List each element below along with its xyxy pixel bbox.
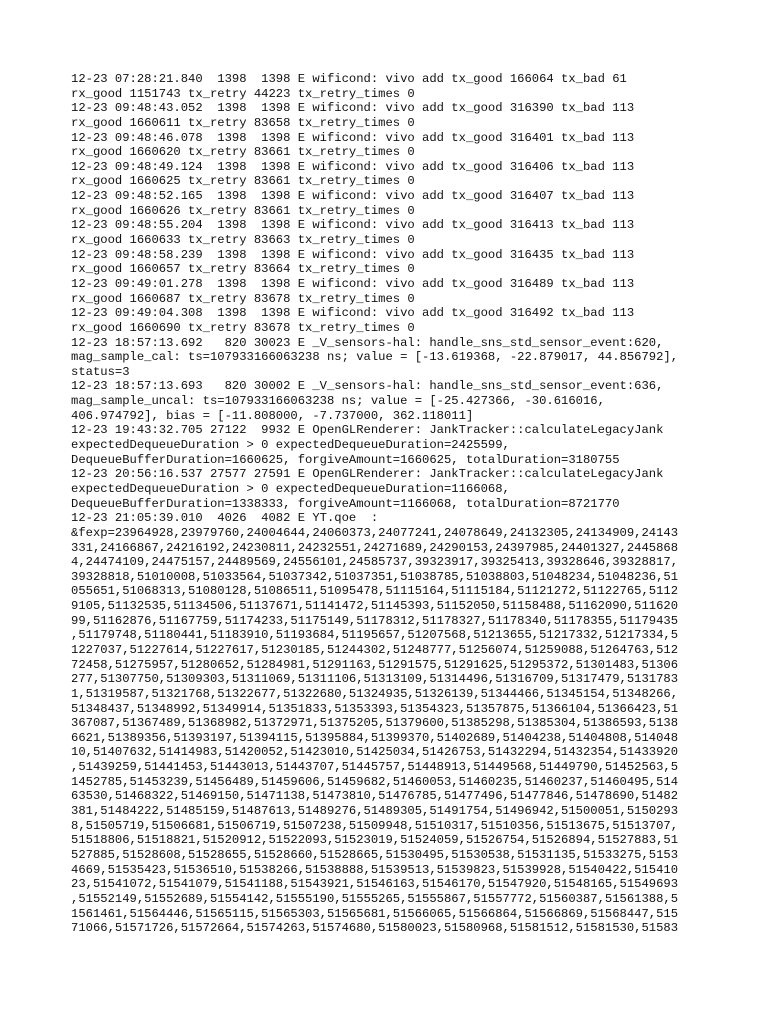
log-line: expectedDequeueDuration > 0 expectedDequeueDuration=2425599,	[71, 438, 510, 453]
log-line: 12-23 21:05:39.010 4026 4082 E YT.qoe :	[71, 511, 379, 526]
log-line: 277,51307750,51309303,51311069,51311106,51313109,51314496,51316709,51317479,5131783	[71, 672, 679, 687]
log-line: ,51552149,51552689,51554142,51555190,51555265,51555867,51557772,51560387,51561388,5	[71, 891, 679, 906]
log-line: 39328818,51010008,51033564,51037342,51037351,51038785,51038803,51048234,51048236,51	[71, 569, 679, 584]
log-line: 12-23 09:48:52.165 1398 1398 E wificond: vivo add tx_good 316407 tx_bad 113	[71, 189, 635, 204]
log-line: 12-23 09:48:55.204 1398 1398 E wificond: vivo add tx_good 316413 tx_bad 113	[71, 218, 635, 233]
log-line: ,51179748,51180441,51183910,51193684,51195657,51207568,51213655,51217332,51217334,5	[71, 628, 679, 643]
log-line: status=3	[71, 364, 130, 379]
log-line: 9105,51132535,51134506,51137671,51141472,51145393,51152050,51158488,51162090,511620	[71, 599, 679, 614]
log-line: 381,51484222,51485159,51487613,51489276,51489305,51491754,51496942,51500051,5150293	[71, 804, 679, 819]
log-line: 8,51505719,51506681,51506719,51507238,51509948,51510317,51510356,51513675,51513707,	[71, 818, 679, 833]
log-line: 12-23 18:57:13.692 820 30023 E _V_sensors-hal: handle_sns_std_sensor_event:620,	[71, 335, 664, 350]
log-line: 367087,51367489,51368982,51372971,51375205,51379600,51385298,51385304,51386593,5138	[71, 716, 679, 731]
log-line: 055651,51068313,51080128,51086511,51095478,51115164,51115184,51121272,51122765,5112	[71, 584, 679, 599]
log-line: 12-23 19:43:32.705 27122 9932 E OpenGLRenderer: JankTracker::calculateLegacyJank	[71, 423, 664, 438]
log-line: 12-23 20:56:16.537 27577 27591 E OpenGLRenderer: JankTracker::calculateLegacyJank	[71, 467, 664, 482]
log-line: 4669,51535423,51536510,51538266,51538888,51539513,51539823,51539928,51540422,515410	[71, 862, 679, 877]
log-line: 12-23 09:49:04.308 1398 1398 E wificond: vivo add tx_good 316492 tx_bad 113	[71, 306, 635, 321]
log-line: rx_good 1660611 tx_retry 83658 tx_retry_times 0	[71, 115, 415, 130]
log-line: 527885,51528608,51528655,51528660,51528665,51530495,51530538,51531135,51533275,5153	[71, 847, 679, 862]
log-line: 1,51319587,51321768,51322677,51322680,51324935,51326139,51344466,51345154,51348266,	[71, 686, 679, 701]
log-line: mag_sample_uncal: ts=107933166063238 ns; value = [-25.427366, -30.616016,	[71, 394, 605, 409]
log-line: 12-23 18:57:13.693 820 30002 E _V_sensors-hal: handle_sns_std_sensor_event:636,	[71, 379, 664, 394]
log-line: rx_good 1660657 tx_retry 83664 tx_retry_times 0	[71, 262, 415, 277]
log-line: rx_good 1660687 tx_retry 83678 tx_retry_times 0	[71, 291, 415, 306]
log-line: 331,24166867,24216192,24230811,24232551,24271689,24290153,24397985,24401327,2445868	[71, 540, 679, 555]
log-line: DequeueBufferDuration=1660625, forgiveAmount=1660625, totalDuration=3180755	[71, 452, 620, 467]
log-line: DequeueBufferDuration=1338333, forgiveAmount=1166068, totalDuration=8721770	[71, 496, 620, 511]
log-line: &fexp=23964928,23979760,24004644,24060373,24077241,24078649,24132305,24134909,24143	[71, 525, 679, 540]
log-line: 23,51541072,51541079,51541188,51543921,51546163,51546170,51547920,51548165,51549693	[71, 877, 679, 892]
log-line: 72458,51275957,51280652,51284981,51291163,51291575,51291625,51295372,51301483,51306	[71, 657, 679, 672]
log-line: rx_good 1660633 tx_retry 83663 tx_retry_times 0	[71, 233, 415, 248]
log-line: rx_good 1151743 tx_retry 44223 tx_retry_times 0	[71, 86, 415, 101]
log-line: 6621,51389356,51393197,51394115,51395884,51399370,51402689,51404238,51404808,514048	[71, 730, 679, 745]
log-line: 1452785,51453239,51456489,51459606,51459682,51460053,51460235,51460237,51460495,514	[71, 774, 679, 789]
log-line: 99,51162876,51167759,51174233,51175149,51178312,51178327,51178340,51178355,51179435	[71, 613, 679, 628]
log-line: 12-23 09:48:46.078 1398 1398 E wificond: vivo add tx_good 316401 tx_bad 113	[71, 130, 635, 145]
log-line: 406.974792], bias = [-11.808000, -7.737000, 362.118011]	[71, 408, 474, 423]
log-line: 12-23 07:28:21.840 1398 1398 E wificond: vivo add tx_good 166064 tx_bad 61	[71, 72, 627, 86]
log-text-block	[71, 72, 701, 936]
log-line: 1561461,51564446,51565115,51565303,51565681,51566065,51566864,51566869,51568447,515	[71, 906, 679, 921]
log-line: mag_sample_cal: ts=107933166063238 ns; value = [-13.619368, -22.879017, 44.856792],	[71, 350, 679, 365]
log-line: rx_good 1660626 tx_retry 83661 tx_retry_times 0	[71, 203, 415, 218]
log-line: 51518806,51518821,51520912,51522093,51523019,51524059,51526754,51526894,51527883,51	[71, 833, 679, 848]
log-line: 12-23 09:48:58.239 1398 1398 E wificond: vivo add tx_good 316435 tx_bad 113	[71, 247, 635, 262]
log-line: rx_good 1660625 tx_retry 83661 tx_retry_times 0	[71, 174, 415, 189]
log-line: 12-23 09:48:43.052 1398 1398 E wificond: vivo add tx_good 316390 tx_bad 113	[71, 101, 635, 116]
log-line: expectedDequeueDuration > 0 expectedDequeueDuration=1166068,	[71, 481, 510, 496]
log-line: 51348437,51348992,51349914,51351833,51353393,51354323,51357875,51366104,51366423,51	[71, 701, 679, 716]
log-line: 12-23 09:48:49.124 1398 1398 E wificond: vivo add tx_good 316406 tx_bad 113	[71, 159, 635, 174]
log-line: ,51439259,51441453,51443013,51443707,51445757,51448913,51449568,51449790,51452563,5	[71, 760, 679, 775]
log-line: rx_good 1660620 tx_retry 83661 tx_retry_times 0	[71, 145, 415, 160]
log-line: rx_good 1660690 tx_retry 83678 tx_retry_times 0	[71, 320, 415, 335]
log-line: 10,51407632,51414983,51420052,51423010,51425034,51426753,51432294,51432354,51433920	[71, 745, 679, 760]
log-line: 4,24474109,24475157,24489569,24556101,24585737,39323917,39325413,39328646,39328817,	[71, 555, 679, 570]
log-line: 12-23 09:49:01.278 1398 1398 E wificond: vivo add tx_good 316489 tx_bad 113	[71, 276, 635, 291]
log-line: 63530,51468322,51469150,51471138,51473810,51476785,51477496,51477846,51478690,51482	[71, 789, 679, 804]
log-line: 71066,51571726,51572664,51574263,51574680,51580023,51580968,51581512,51581530,51583	[71, 921, 679, 936]
log-line: 1227037,51227614,51227617,51230185,51244302,51248777,51256074,51259088,51264763,512	[71, 642, 679, 657]
